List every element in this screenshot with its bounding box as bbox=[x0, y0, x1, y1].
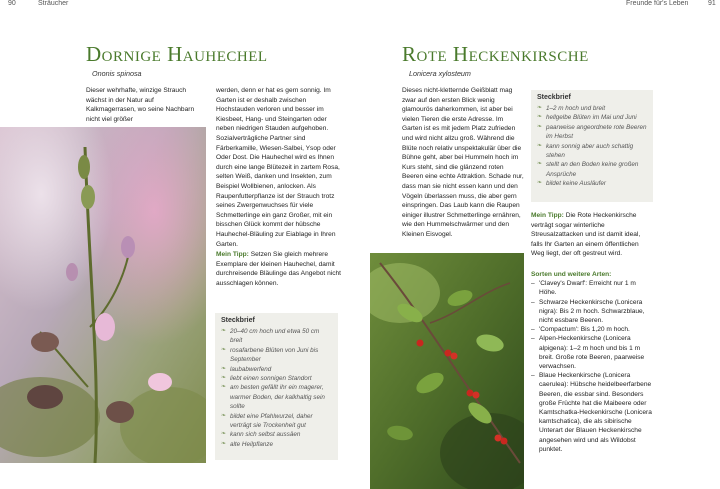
steckbrief-item: ❧ rosafarbene Blüten von Juni bis September bbox=[221, 346, 332, 365]
steckbrief-item: ❧ kann sich selbst aussäen bbox=[221, 430, 332, 439]
sorten-item: – 'Compactum': Bis 1,20 m hoch. bbox=[531, 325, 655, 334]
steckbrief-item: ❧ stellt an den Boden keine großen Ansprüche bbox=[537, 160, 647, 179]
steckbrief-title-left: Steckbrief bbox=[221, 317, 255, 324]
tip-label-right: Mein Tipp: bbox=[531, 212, 564, 219]
intro-text-left: Dieser wehrhafte, winzige Strauch wächst in der Natur auf Kalkmagerrasen, wo seine Nachbarn nicht viel größer bbox=[86, 87, 195, 123]
steckbrief-item: ❧ kann sonnig aber auch schattig stehen bbox=[537, 142, 647, 161]
steckbrief-title-right: Steckbrief bbox=[537, 94, 571, 101]
latin-name-left: Ononis spinosa bbox=[92, 69, 142, 78]
photo-lonicera bbox=[370, 253, 524, 489]
steckbrief-left bbox=[215, 313, 338, 460]
steckbrief-right bbox=[531, 90, 653, 202]
tip-text-left: Setzen Sie gleich mehrere Exemplare der kleinen Hauhechel, damit durchreisende Bläulinge das Angebot nicht ausschlagen können. bbox=[216, 251, 342, 287]
steckbrief-item: ❧ 20–40 cm hoch und etwa 50 cm breit bbox=[221, 327, 332, 346]
sorten-item: – Blaue Heckenkirsche (Lonicera caerulea): Hübsche heidelbeerfarbene Beeren, die essbar sind. Besonders große Früchte hat die Maibeere oder Kamtschatka-Heckenkirsche (Lonicera kamtschatica), die als sibirische Unterart der Blauen Heckenkirsche angesehen wird und als Wildobst punktet. bbox=[531, 371, 655, 454]
tip-label-left: Mein Tipp: bbox=[216, 251, 249, 258]
steckbrief-item: ❧ paarweise angeordnete rote Beeren im Herbst bbox=[537, 123, 647, 142]
sorten-item: – 'Clavey's Dwarf': Erreicht nur 1 m Höhe. bbox=[531, 279, 655, 297]
page-title-right: Rote Heckenkirsche bbox=[402, 42, 589, 66]
photo-ononis bbox=[0, 127, 206, 463]
tip-text-right: Die Rote Heckenkirsche verträgt sogar winterliche Streusalzattacken und ist damit ideal, falls Ihr Garten an einem öffentlichen Weg liegt, der oft gestreut wird. bbox=[531, 212, 641, 258]
left-section-title: Sträucher bbox=[38, 0, 69, 7]
latin-name-right: Lonicera xylosteum bbox=[409, 69, 471, 78]
tip-right bbox=[531, 211, 653, 259]
steckbrief-item: ❧ bildet keine Ausläufer bbox=[537, 179, 647, 188]
steckbrief-item: ❧ liebt einen sonnigen Standort bbox=[221, 374, 332, 383]
body-text-right: Dieses nicht-kletternde Geißblatt mag zwar auf den ersten Blick wenig glamourös daherkommen, ist aber bei vielen Tieren die erste Adresse. Im Garten ist es mit jedem Platz zufrieden und wird nicht allzu groß. Während die Blüte noch relativ unspektakulär über die Bühne geht, aber bei Hummeln hoch im Kurs steht, sind die glänzend roten Beeren eine echte Attraktion. Schade nur, dass man sie nicht essen kann und den Vögeln überlassen muss, die aber gern einspringen. Das Laub kann die Raupen einiger illustrer Schmetterlinge ernähren, wie den Hummelschwärmer und den Kleinen Eisvogel. bbox=[402, 87, 524, 238]
sorten-item: – Alpen-Heckenkirsche (Lonicera alpigena): 1–2 m hoch und bis 1 m breit. Große rote Beeren, paarweise verwachsen. bbox=[531, 334, 655, 371]
steckbrief-item: ❧ 1–2 m hoch und breit bbox=[537, 104, 647, 113]
steckbrief-item: ❧ laubabwerfend bbox=[221, 365, 332, 374]
right-section-title: Freunde für's Leben bbox=[626, 0, 689, 7]
page-title-left: Dornige Hauhechel bbox=[86, 42, 268, 66]
left-page-number: 90 bbox=[8, 0, 16, 7]
sorten-item: – Schwarze Heckenkirsche (Lonicera nigra): Bis 2 m hoch. Schwarzblaue, nicht essbare Beeren. bbox=[531, 298, 655, 326]
steckbrief-item: ❧ am besten gefällt ihr ein magerer, warmer Boden, der kalkhaltig sein sollte bbox=[221, 383, 332, 411]
steckbrief-item: ❧ hellgelbe Blüten im Mai und Juni bbox=[537, 113, 647, 122]
body-text-left: werden, denn er hat es gern sonnig. Im Garten ist er deshalb zwischen Hochstauden verloren und besser im Kiesbeet, Hang- und Steingarten oder neben niedrigen Stauden aufgehoben. Sozialverträgliche Partner sind Färberkamille, Wiesen-Salbei, Ysop oder Oder Dost. Die Hauhechel wird es Ihnen durch eine lange Blütezeit in zartem Rosa, selten Weiß, danken und Insekten, zum Beispiel Wollbienen, anlocken. Als Raupenfutterpflanze ist der Strauch trotz seines Zwergenwuchses für viele Schmetterlinge ein ganz Großer, mit ein bisschen Glück kommt der hübsche Hauhechel-Bläuling zur Eiablage in Ihren Garten. bbox=[216, 87, 340, 248]
tip-left bbox=[216, 250, 342, 288]
steckbrief-item: ❧ alte Heilpflanze bbox=[221, 440, 332, 449]
sorten-section bbox=[531, 270, 655, 454]
steckbrief-item: ❧ bildet eine Pfahlwurzel, daher verträgt sie Trockenheit gut bbox=[221, 412, 332, 431]
sorten-title: Sorten und weitere Arten: bbox=[531, 271, 612, 278]
right-page-number: 91 bbox=[708, 0, 716, 7]
